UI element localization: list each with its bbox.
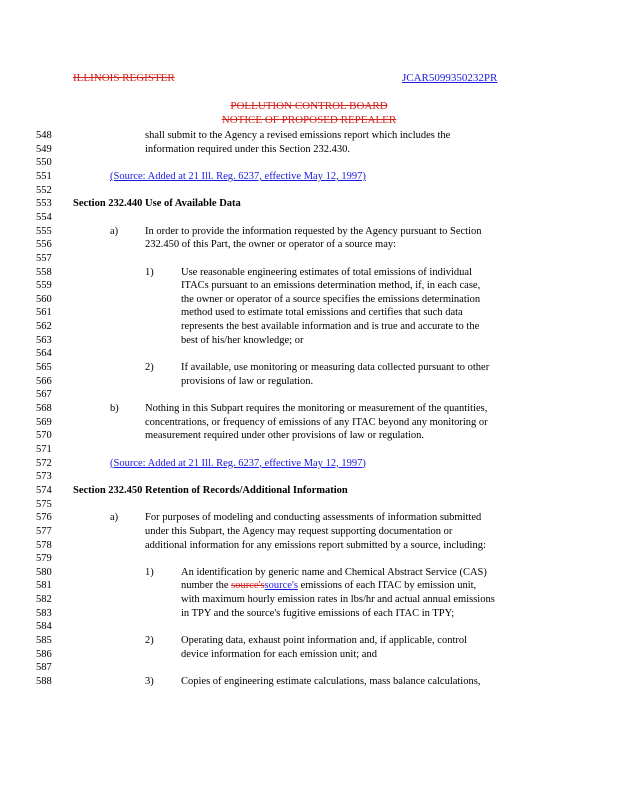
line-number: 583	[36, 607, 52, 619]
line-number: 561	[36, 307, 52, 319]
line-text: measurement required under other provisions of law or regulation.	[145, 430, 425, 442]
line-number: 555	[36, 225, 52, 237]
line-number: 549	[36, 143, 52, 155]
item-label: b)	[110, 403, 119, 414]
line-text: device information for each emission unit; and	[181, 648, 377, 660]
line-text: For purposes of modeling and conducting assessments of information submitted	[145, 512, 482, 524]
line-text-part: emissions of each ITAC by emission unit,	[297, 580, 477, 592]
line-text: under this Subpart, the Agency may request supporting documentation or	[145, 525, 453, 537]
line-number: 574	[36, 484, 52, 496]
line-text: concentrations, or frequency of emissions of any ITAC beyond any monitoring or	[145, 416, 488, 428]
line-number: 553	[36, 198, 52, 210]
line-number: 568	[36, 403, 52, 414]
line-text: in TPY and the source's fugitive emissions of each ITAC in TPY;	[181, 607, 455, 619]
line-number: 570	[36, 430, 52, 442]
line-text	[181, 580, 476, 591]
line-text: provisions of law or regulation.	[181, 375, 314, 387]
section-heading: Section 232.450 Retention of Records/Additional Information	[73, 484, 348, 496]
line-number: 567	[36, 389, 52, 401]
line-number: 582	[36, 594, 52, 606]
line-number: 558	[36, 266, 52, 278]
source-note: (Source: Added at 21 Ill. Reg. 6237, effective May 12, 1997)	[110, 170, 366, 182]
source-note: (Source: Added at 21 Ill. Reg. 6237, effective May 12, 1997)	[110, 457, 366, 469]
line-number: 566	[36, 375, 52, 387]
line-number: 550	[36, 157, 52, 169]
line-number: 571	[36, 443, 52, 455]
line-text: shall submit to the Agency a revised emissions report which includes the	[145, 130, 451, 141]
line-number: 573	[36, 471, 52, 483]
inserted-text: source's	[264, 580, 298, 592]
line-number: 557	[36, 252, 52, 264]
line-text: 232.450 of this Part, the owner or operator of a source may:	[145, 239, 397, 251]
line-number: 552	[36, 184, 52, 196]
item-label: 2)	[145, 635, 154, 647]
line-number: 577	[36, 525, 52, 537]
line-number: 562	[36, 321, 52, 333]
item-label: a)	[110, 225, 119, 237]
line-text: In order to provide the information requested by the Agency pursuant to Section	[145, 225, 482, 237]
header-left: ILLINOIS REGISTER	[73, 72, 175, 84]
line-text: Copies of engineering estimate calculations, mass balance calculations,	[181, 676, 481, 687]
line-number: 588	[36, 676, 52, 687]
line-number: 569	[36, 416, 52, 428]
line-number: 565	[36, 362, 52, 374]
item-label: 1)	[145, 266, 154, 278]
line-number: 581	[36, 580, 52, 592]
line-text: represents the best available information and is true and accurate to the	[181, 321, 480, 333]
line-number: 551	[36, 170, 52, 182]
deleted-text: source's	[231, 580, 265, 592]
line-number: 585	[36, 635, 52, 647]
line-text: An identification by generic name and Chemical Abstract Service (CAS)	[181, 566, 487, 578]
header-title-2: NOTICE OF PROPOSED REPEALER	[221, 114, 397, 126]
section-heading: Section 232.440 Use of Available Data	[73, 198, 241, 210]
line-text: Nothing in this Subpart requires the monitoring or measurement of the quantities,	[145, 403, 488, 414]
line-number: 580	[36, 566, 52, 578]
line-number: 584	[36, 621, 52, 633]
item-label: 1)	[145, 566, 154, 578]
line-text: If available, use monitoring or measuring data collected pursuant to other	[181, 362, 490, 374]
line-text-part: number the	[181, 580, 232, 592]
line-number: 556	[36, 239, 52, 251]
line-text: information required under this Section 232.430.	[145, 143, 351, 155]
line-number: 575	[36, 498, 52, 510]
line-number: 563	[36, 334, 52, 346]
item-label: 3)	[145, 676, 154, 687]
line-number: 572	[36, 457, 52, 469]
line-number: 560	[36, 293, 52, 305]
header-title-1: POLLUTION CONTROL BOARD	[230, 100, 388, 112]
line-text: Use reasonable engineering estimates of total emissions of individual	[181, 266, 473, 278]
line-text: ITACs pursuant to an emissions determination method, if, in each case,	[181, 280, 481, 292]
line-number: 554	[36, 211, 52, 223]
line-number: 586	[36, 648, 52, 660]
line-number: 578	[36, 539, 52, 551]
item-label: 2)	[145, 362, 154, 374]
item-label: a)	[110, 512, 119, 524]
line-number: 564	[36, 348, 52, 360]
header-right: JCAR5099350232PR	[402, 72, 498, 84]
line-text: the owner or operator of a source specifies the emissions determination	[181, 293, 481, 305]
line-number: 548	[36, 130, 52, 141]
line-number: 559	[36, 280, 52, 292]
line-text: method used to estimate total emissions and certifies that such data	[181, 307, 463, 319]
line-text: additional information for any emissions report submitted by a source, including:	[145, 539, 486, 551]
line-text: best of his/her knowledge; or	[181, 334, 304, 346]
line-number: 579	[36, 553, 52, 565]
line-number: 587	[36, 662, 52, 674]
line-number: 576	[36, 512, 52, 524]
line-text: Operating data, exhaust point information and, if applicable, control	[181, 635, 468, 647]
line-text: with maximum hourly emission rates in lbs/hr and actual annual emissions	[181, 594, 495, 606]
